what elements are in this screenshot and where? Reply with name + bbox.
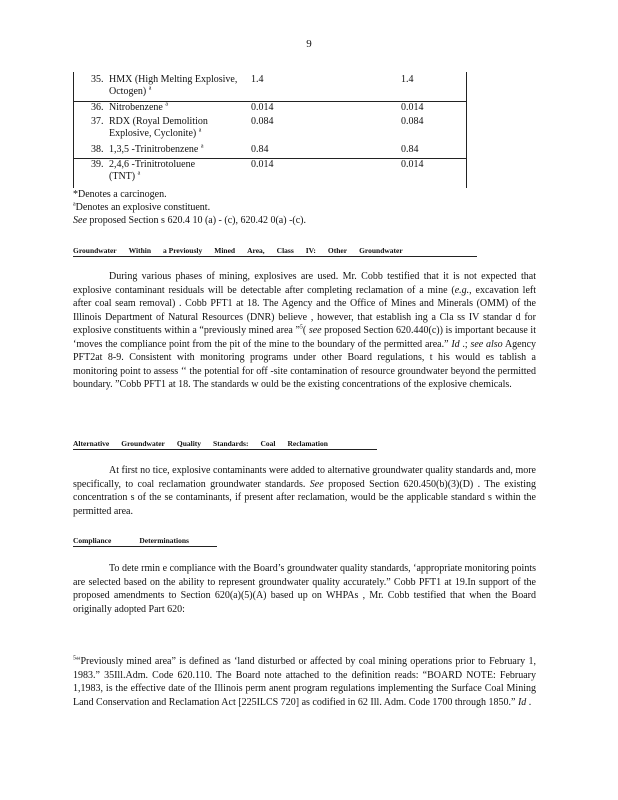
heading-underline: [73, 449, 377, 450]
paragraph-compliance: To dete rmin e compliance with the Board’s groundwater quality standards, ‘appropriate monitoring points are selected based on the ability to represent groundwater quality accurately.” Cobb PFT1 at 19.In support of the proposed amendments to Section 620(a)(5)(A) based up on WHPAs , Mr. Cobb testified that when the Board originally adopted Part 620:: [73, 563, 536, 615]
constituent-name: Nitrobenzene $^a$: [109, 101, 169, 113]
carcinogen-note: *Denotes a carcinogen.: [73, 189, 167, 200]
explosive-note: $^a$Denotes an explosive constituent.: [73, 201, 211, 213]
standard-value: 0.84: [401, 144, 419, 155]
paragraph-groundwater: During various phases of mining, explosives are used. Mr. Cobb testified that it is not expected that explosive contaminant residuals will be detectable after completing reclamation of a mine (e.g., excavation left after coal seam removal) . Cobb PFT1 at 18. The Agency and the Office of Mines and Minerals (OMM) of the Illinois Department of Natural Resources (DNR) believe , however, that establish ing a Cla ss IV standar d for explosive constituents within a “previously mined area ”$^5$( see proposed Section 620.440(c)) is important because it ‘moves the compliance point from the pit of the mine to the boundary of the permitted area.” Id .; see also Agency PFT2at 8-9. Consistent with monitoring programs under other Board regulations, t his would es tablish a monitoring point to assess ‘‘ the potential for off -site contamination of resource groundwater beyond the permitted boundary. ”Cobb PFT1 at 18. The standards w ould be the existing concentrations of the explosive chemicals.: [73, 271, 537, 390]
table-right-border: [466, 72, 467, 188]
standard-value: 0.084: [251, 116, 274, 127]
row-number: 37.: [91, 116, 104, 127]
row-number: 36.: [91, 102, 104, 113]
row-number: 39.: [91, 159, 104, 170]
constituent-name: HMX (High Melting Explosive, Octogen) $^a$: [109, 74, 238, 97]
standard-value: 1.4: [401, 74, 414, 85]
standard-value: 0.084: [401, 116, 424, 127]
constituent-name: RDX (Royal Demolition Explosive, Cyclonite) $^a$: [109, 116, 208, 139]
table-notes: [73, 188, 306, 227]
standard-value: 0.014: [251, 159, 274, 170]
paragraph-alternative: At first no tice, explosive contaminants were added to alternative groundwater quality standards and, more specifically, to coal reclamation groundwater standards. See proposed Section 620.450(b)(3)(D) . The existing concentration s of the se contaminants, if present after reclamation, would be the applicable standard s within the permitted area.: [73, 465, 536, 517]
footnote-5: $^5$“Previously mined area” is defined as ‘land disturbed or affected by coal mining operations prior to February 1, 1983.” 35Ill.Adm. Code 620.110. The Board note attached to the definition reads: “BOARD NOTE: February 1,1983, is the effective date of the Illinois perm anent program regulations implementing the Surface Coal Mining Land Conservation and Reclamation Act [225ILCS 720] as codified in 62 Ill. Adm. Code 1700 through 1850.” Id .: [73, 655, 536, 708]
row-number: 38.: [91, 144, 104, 155]
page-number: 9: [306, 38, 312, 50]
standard-value: 1.4: [251, 74, 264, 85]
constituent-name: 1,3,5 -Trinitrobenzene $^a$: [109, 143, 204, 155]
section-heading-groundwater: Groundwater Within a Previously Mined Area, Class IV: Other Groundwater: [73, 246, 403, 255]
standard-value: 0.84: [251, 144, 269, 155]
row-number: 35.: [91, 74, 104, 85]
standard-value: 0.014: [401, 102, 424, 113]
table-left-border: [73, 72, 74, 188]
heading-underline: [73, 256, 477, 257]
standard-value: 0.014: [251, 102, 274, 113]
heading-underline: [73, 546, 217, 547]
section-heading-alternative: Alternative Groundwater Quality Standards: Coal Reclamation: [73, 439, 328, 448]
section-heading-compliance: Compliance Determinations: [73, 536, 189, 545]
standard-value: 0.014: [401, 159, 424, 170]
see-note: See proposed Section s 620.4 10 (a) - (c), 620.42 0(a) -(c).: [73, 215, 306, 226]
constituent-name: 2,4,6 -Trinitrotoluene (TNT) $^a$: [109, 159, 196, 182]
